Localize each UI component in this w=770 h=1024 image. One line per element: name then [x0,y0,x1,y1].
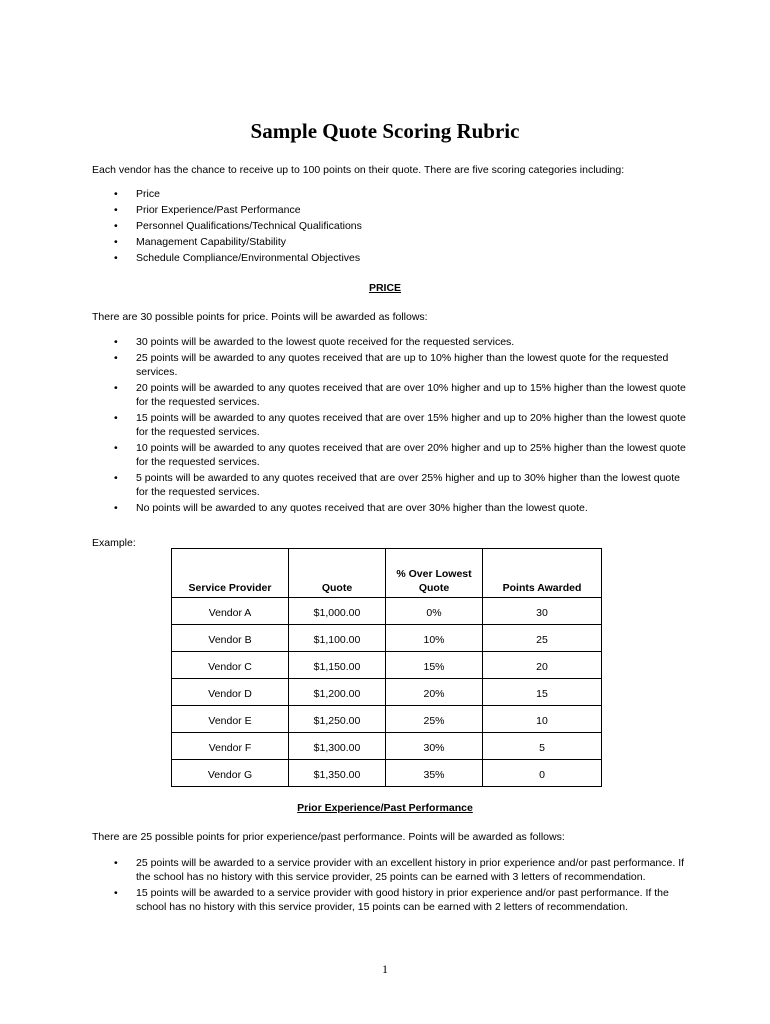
price-heading: PRICE [368,282,402,294]
table-cell: 35% [386,760,483,787]
table-cell: 0 [483,760,602,787]
intro-paragraph: Each vendor has the chance to receive up to 100 points on their quote. There are five scoring categories including: [92,164,625,176]
table-row [172,733,602,760]
list-item: • 10 points will be awarded to any quotes received that are over 20% higher and up to 25% higher than the lowest quote for the requested services. [92,441,692,469]
table-cell: $1,200.00 [289,679,386,706]
example-label: Example: [92,537,136,549]
table-cell: 15% [386,652,483,679]
table-cell: Vendor D [172,679,289,706]
list-item: • Prior Experience/Past Performance [92,203,692,217]
table-cell: $1,150.00 [289,652,386,679]
list-item: • 30 points will be awarded to the lowest quote received for the requested services. [92,335,692,349]
table-cell: Vendor F [172,733,289,760]
table-row [172,760,602,787]
table-row [172,706,602,733]
list-item: • 5 points will be awarded to any quotes received that are over 25% higher and up to 30% higher than the lowest quote for the requested services. [92,471,692,499]
prior-intro: There are 25 possible points for prior experience/past performance. Points will be awarded as follows: [92,831,565,843]
list-item: • Schedule Compliance/Environmental Objectives [92,251,692,265]
page-title: Sample Quote Scoring Rubric [250,119,520,143]
table-header-row [172,549,602,598]
table-cell: 15 [483,679,602,706]
table-cell: 25 [483,625,602,652]
list-item: • 15 points will be awarded to a service provider with good history in prior experience and/or past performance. If the school has no history with this service provider, 15 points can be earned with 2 letters of recommendation. [92,886,692,914]
list-item: • Management Capability/Stability [92,235,692,249]
table-cell: Vendor C [172,652,289,679]
table-cell: Vendor A [172,598,289,625]
column-header: Quote [289,549,386,598]
prior-rules-list [92,856,692,916]
table-cell: $1,350.00 [289,760,386,787]
table-cell: 20 [483,652,602,679]
price-intro: There are 30 possible points for price. Points will be awarded as follows: [92,311,428,323]
table-row [172,652,602,679]
categories-list [92,187,692,267]
list-item: • No points will be awarded to any quotes received that are over 30% higher than the lowest quote. [92,501,692,515]
table-row [172,598,602,625]
table-cell: 5 [483,733,602,760]
list-item: • 15 points will be awarded to any quotes received that are over 15% higher and up to 20% higher than the lowest quote for the requested services. [92,411,692,439]
table-cell: $1,100.00 [289,625,386,652]
table-cell: 10 [483,706,602,733]
list-item: • Personnel Qualifications/Technical Qualifications [92,219,692,233]
table-cell: Vendor B [172,625,289,652]
column-header: Service Provider [172,549,289,598]
table-cell: 30% [386,733,483,760]
table-cell: 25% [386,706,483,733]
table-cell: $1,000.00 [289,598,386,625]
table-cell: 0% [386,598,483,625]
table-cell: 10% [386,625,483,652]
table-cell: Vendor G [172,760,289,787]
list-item: • 25 points will be awarded to any quotes received that are up to 10% higher than the lowest quote for the requested services. [92,351,692,379]
list-item: • 25 points will be awarded to a service provider with an excellent history in prior experience and/or past performance. If the school has no history with this service provider, 25 points can be earned with 3 letters of recommendation. [92,856,692,884]
price-rules-list [92,335,692,517]
table-row [172,625,602,652]
table-cell: Vendor E [172,706,289,733]
column-header: Points Awarded [483,549,602,598]
column-header: % Over Lowest Quote [386,549,483,598]
list-item: • 20 points will be awarded to any quotes received that are over 10% higher and up to 15% higher than the lowest quote for the requested services. [92,381,692,409]
table-cell: 20% [386,679,483,706]
page-number: 1 [382,962,388,976]
example-table [171,548,602,787]
table-row [172,679,602,706]
table-cell: $1,300.00 [289,733,386,760]
list-item: • Price [92,187,692,201]
table-cell: 30 [483,598,602,625]
prior-heading: Prior Experience/Past Performance [297,802,473,814]
table-cell: $1,250.00 [289,706,386,733]
